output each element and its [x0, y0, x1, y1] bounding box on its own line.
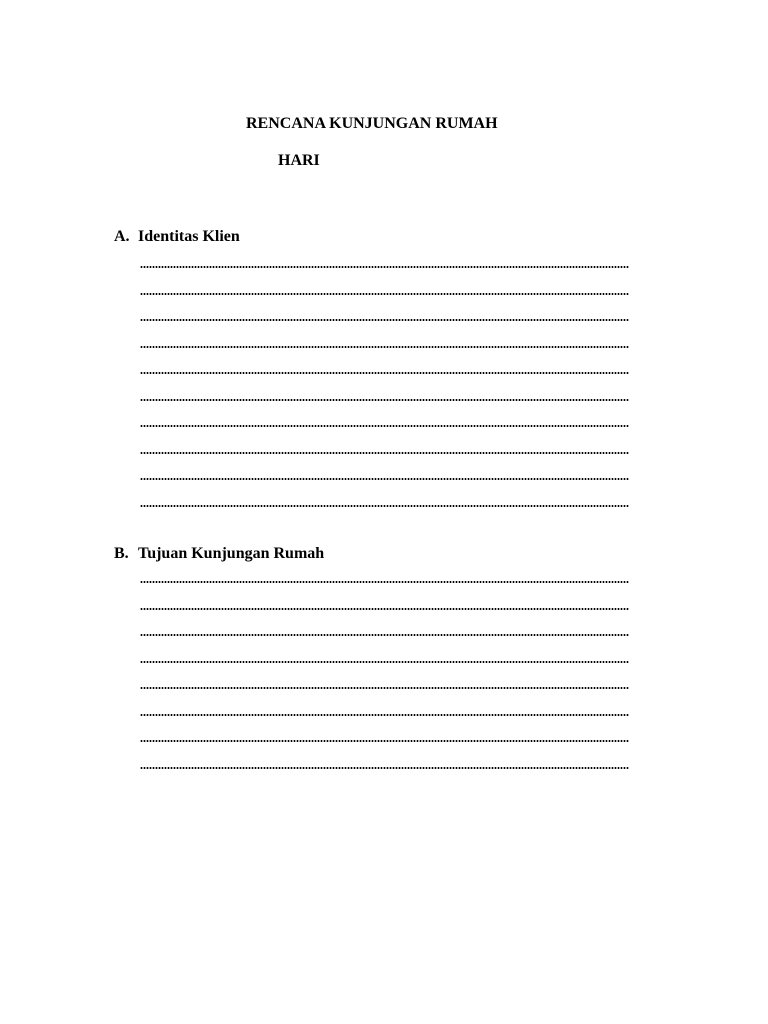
- dotted-fill-line: [140, 425, 629, 427]
- document-title: RENCANA KUNJUNGAN RUMAH: [246, 115, 498, 132]
- dotted-fill-line: [140, 372, 629, 374]
- section-marker: B.: [114, 545, 129, 562]
- dotted-fill-line: [140, 661, 629, 663]
- fill-lines-identitas-klien: [140, 266, 629, 531]
- dotted-fill-line: [140, 478, 629, 480]
- dotted-fill-line: [140, 505, 629, 507]
- dotted-fill-line: [140, 714, 629, 716]
- dotted-fill-line: [140, 608, 629, 610]
- dotted-fill-line: [140, 452, 629, 454]
- dotted-fill-line: [140, 346, 629, 348]
- dotted-fill-line: [140, 767, 629, 769]
- section-title: Tujuan Kunjungan Rumah: [138, 545, 325, 562]
- fill-lines-tujuan-kunjungan-rumah: [140, 581, 629, 793]
- dotted-fill-line: [140, 266, 629, 268]
- section-marker: A.: [114, 228, 130, 245]
- dotted-fill-line: [140, 319, 629, 321]
- section-title: Identitas Klien: [138, 228, 240, 245]
- dotted-fill-line: [140, 687, 629, 689]
- section-heading-tujuan-kunjungan-rumah: [114, 545, 324, 563]
- document-subtitle: HARI: [278, 152, 320, 169]
- dotted-fill-line: [140, 293, 629, 295]
- dotted-fill-line: [140, 634, 629, 636]
- dotted-fill-line: [140, 740, 629, 742]
- section-heading-identitas-klien: [114, 228, 240, 246]
- dotted-fill-line: [140, 581, 629, 583]
- dotted-fill-line: [140, 399, 629, 401]
